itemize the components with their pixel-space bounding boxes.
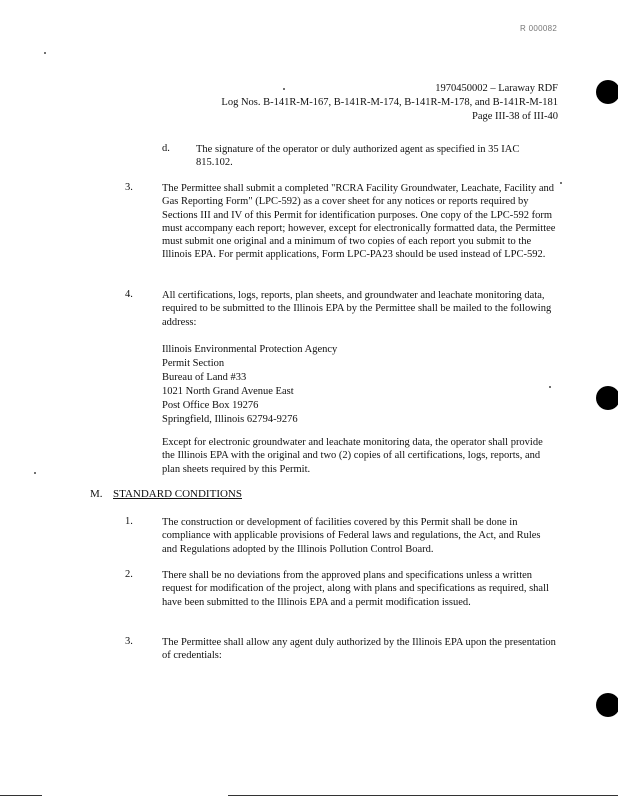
scan-edge-line (0, 795, 42, 796)
item-4-marker: 4. (125, 289, 133, 300)
binder-hole (596, 386, 618, 410)
bates-stamp: R 000082 (520, 24, 558, 33)
binder-hole (596, 693, 618, 717)
scan-speck (34, 472, 36, 474)
scan-speck (560, 182, 562, 184)
header-line-1: 1970450002 – Laraway RDF (435, 83, 558, 94)
header-line-3: Page III-38 of III-40 (471, 111, 558, 122)
item-4-after-text: Except for electronic groundwater and leachate monitoring data, the operator shall provide the Illinois EPA with the original and two (2) copies of all certifications, logs, reports, and plan sheets required by this Permit. (162, 437, 543, 475)
scan-speck (549, 386, 551, 388)
section-m-letter: M. (90, 488, 103, 500)
section-m-item-2-marker: 2. (125, 569, 133, 580)
binder-hole (596, 80, 618, 104)
scan-edge-line (228, 795, 618, 796)
address-line: Post Office Box 19276 (162, 400, 259, 411)
section-m-item-3-text: The Permittee shall allow any agent duly authorized by the Illinois EPA upon the presentation of credentials: (162, 637, 556, 662)
section-m-item-1-marker: 1. (125, 516, 133, 527)
address-line: 1021 North Grand Avenue East (162, 386, 294, 397)
item-d-marker: d. (162, 143, 170, 154)
address-line: Bureau of Land #33 (162, 372, 247, 383)
section-m-title: STANDARD CONDITIONS (113, 488, 242, 500)
item-4-text: All certifications, logs, reports, plan sheets, and groundwater and leachate monitoring data, required to be submitted to the Illinois EPA by the Permittee shall be mailed to the following address: (162, 290, 552, 328)
header-line-2: Log Nos. B-141R-M-167, B-141R-M-174, B-141R-M-178, and B-141R-M-181 (221, 97, 558, 108)
address-line: Springfield, Illinois 62794-9276 (162, 414, 298, 425)
section-m-item-2-text: There shall be no deviations from the approved plans and specifications unless a written request for modification of the project, along with plans and specifications as required, shall have been submitted to the Illinois EPA and a permit modification issued. (162, 570, 549, 608)
section-m-item-1-text: The construction or development of facilities covered by this Permit shall be done in compliance with applicable provisions of Federal laws and regulations, the Act, and Rules and Regulations adopted by the Illinois Pollution Control Board. (162, 517, 541, 555)
item-3-marker: 3. (125, 182, 133, 193)
scan-speck (283, 88, 285, 90)
address-line: Illinois Environmental Protection Agency (162, 344, 338, 355)
address-line: Permit Section (162, 358, 225, 369)
item-d-text: The signature of the operator or duly authorized agent as specified in 35 IAC 815.102. (196, 144, 520, 169)
scan-speck (44, 52, 46, 54)
section-m-item-3-marker: 3. (125, 636, 133, 647)
item-3-text: The Permittee shall submit a completed "RCRA Facility Groundwater, Leachate, Facility and Gas Reporting Form" (LPC-592) as a cover sheet for any notices or reports required by Sections III and IV of this Permit for identification purposes. One copy of the LPC-592 form must accompany each report; however, except for electronically formatted data, the Permittee must submit one original and a minimum of two copies of each report you submit to the Illinois EPA. For permit applications, Form LPC-PA23 should be used instead of LPC-592. (162, 183, 556, 261)
